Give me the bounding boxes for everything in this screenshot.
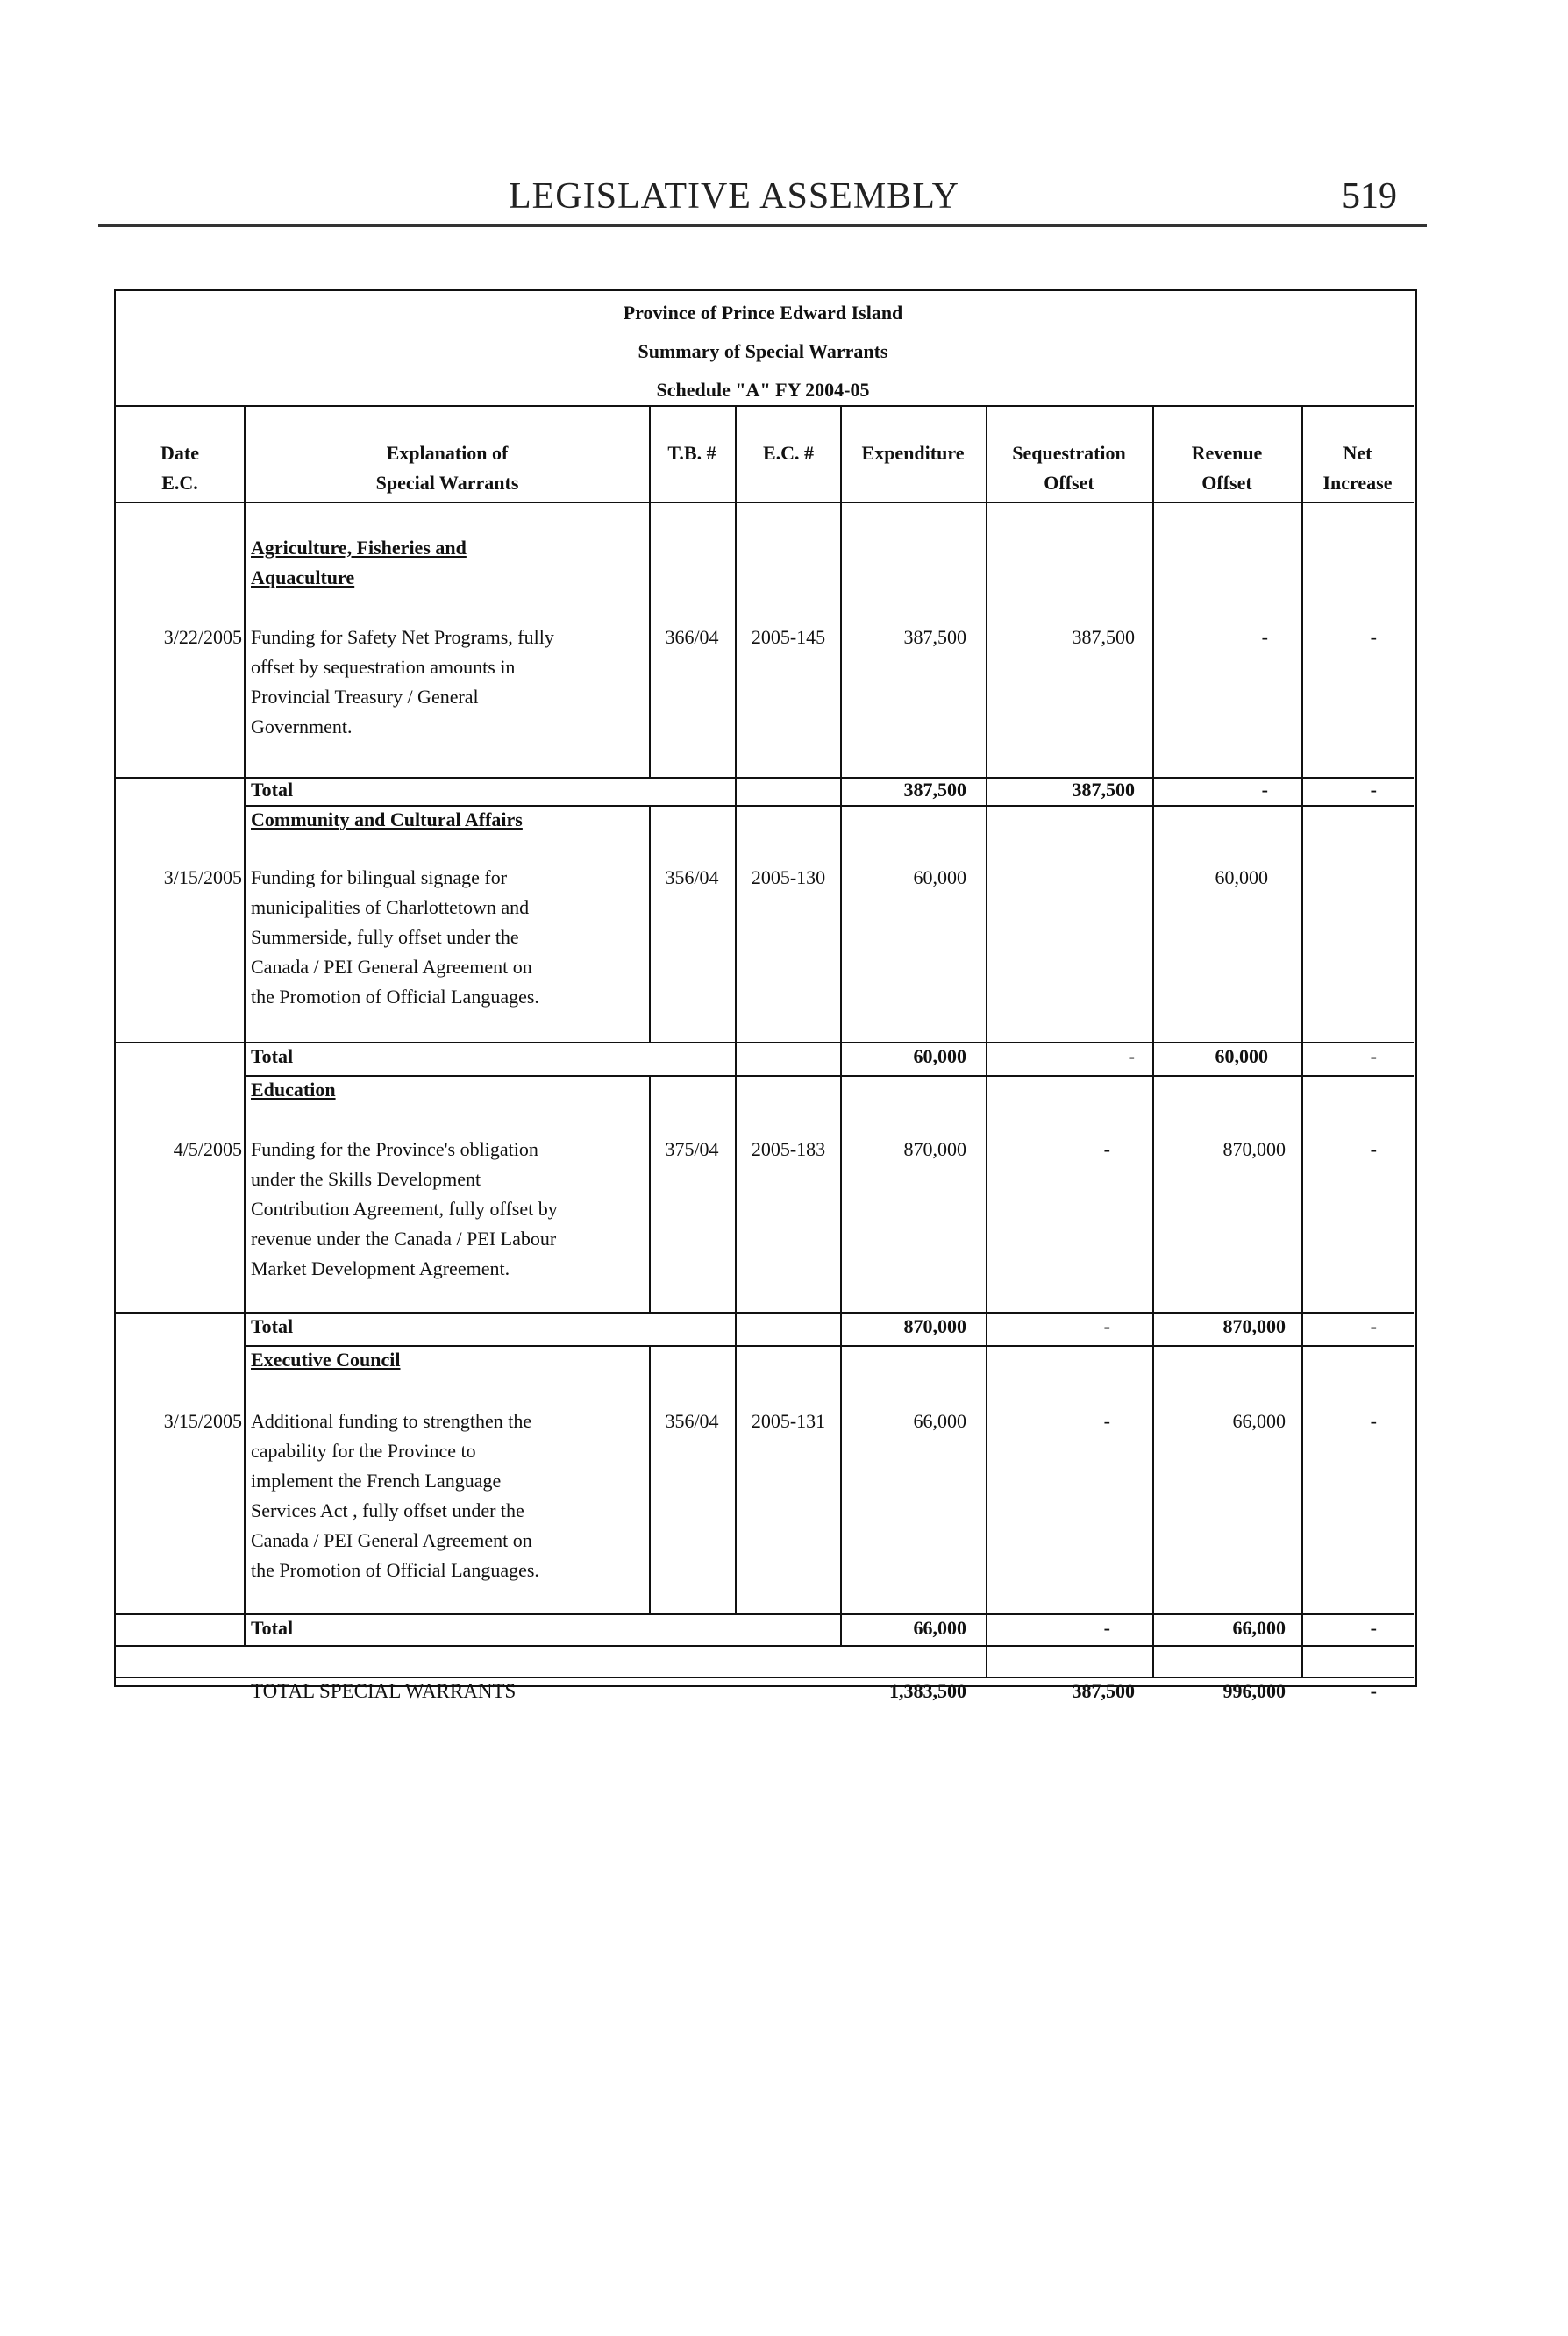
section-heading-executive-council: Executive Council — [251, 1349, 401, 1371]
total-sequestration: - — [1103, 1315, 1110, 1337]
row-expenditure: 870,000 — [903, 1138, 966, 1160]
explanation-line: Additional funding to strengthen the — [251, 1410, 532, 1432]
total-row-bottom — [244, 1345, 1414, 1347]
total-revenue: 66,000 — [1232, 1617, 1286, 1639]
table-title-line-3: Schedule "A" FY 2004-05 — [656, 379, 870, 401]
explanation-line: capability for the Province to — [251, 1440, 476, 1462]
grand-total-net: - — [1370, 1680, 1377, 1702]
col-header-sequestration-1: Sequestration — [1012, 442, 1126, 464]
total-net: - — [1370, 1315, 1377, 1337]
col-header-tb: T.B. # — [667, 442, 716, 464]
explanation-line: Funding for Safety Net Programs, fully — [251, 626, 554, 648]
col-header-explanation-1: Explanation of — [386, 442, 509, 464]
total-net: - — [1370, 779, 1377, 801]
row-revenue: 66,000 — [1232, 1410, 1286, 1432]
total-revenue: - — [1261, 779, 1268, 801]
col-divider-explanation-s3 — [649, 1075, 651, 1312]
explanation-line: Funding for bilingual signage for — [251, 866, 508, 888]
col-header-explanation-2: Special Warrants — [375, 472, 519, 494]
row-net: - — [1370, 626, 1377, 648]
section-heading-community: Community and Cultural Affairs — [251, 808, 523, 830]
col-header-net-1: Net — [1343, 442, 1372, 464]
row-expenditure: 66,000 — [913, 1410, 966, 1432]
total-sequestration: - — [1103, 1617, 1110, 1639]
explanation-line: revenue under the Canada / PEI Labour — [251, 1228, 557, 1250]
grand-total-sequestration: 387,500 — [1072, 1680, 1135, 1702]
row-explanation — [251, 1407, 619, 1585]
row-tb: 356/04 — [665, 866, 719, 888]
col-header-date-2: E.C. — [161, 472, 198, 494]
col-divider-explanation-s2 — [649, 805, 651, 1042]
explanation-line: Provincial Treasury / General — [251, 686, 479, 708]
col-header-revenue-2: Offset — [1201, 472, 1252, 494]
total-sequestration: 387,500 — [1072, 779, 1135, 801]
row-ec: 2005-130 — [751, 866, 826, 888]
row-date: 3/22/2005 — [163, 626, 242, 648]
row-sequestration: - — [1103, 1138, 1110, 1160]
col-divider-explanation — [649, 405, 651, 502]
col-header-date-1: Date — [160, 442, 199, 464]
explanation-line: Services Act , fully offset under the — [251, 1499, 524, 1521]
row-net: - — [1370, 1410, 1377, 1432]
row-revenue: 60,000 — [1215, 866, 1268, 888]
row-net: - — [1370, 1138, 1377, 1160]
total-revenue: 870,000 — [1222, 1315, 1286, 1337]
grand-total-label: TOTAL SPECIAL WARRANTS — [251, 1680, 517, 1702]
total-label: Total — [251, 1617, 294, 1639]
row-date: 3/15/2005 — [163, 1410, 242, 1432]
explanation-line: municipalities of Charlottetown and — [251, 896, 530, 918]
table-title-line-2: Summary of Special Warrants — [638, 340, 888, 362]
total-expenditure: 60,000 — [913, 1045, 966, 1067]
explanation-line: Government. — [251, 716, 353, 737]
explanation-line: Canada / PEI General Agreement on — [251, 1529, 532, 1551]
explanation-line: offset by sequestration amounts in — [251, 656, 516, 678]
total-label: Total — [251, 1045, 294, 1067]
row-ec: 2005-131 — [751, 1410, 826, 1432]
row-date: 3/15/2005 — [163, 866, 242, 888]
col-divider-revenue — [1301, 405, 1303, 1677]
col-divider-expenditure — [986, 405, 987, 1677]
row-explanation — [251, 623, 619, 742]
col-header-net-2: Increase — [1322, 472, 1393, 494]
total-revenue: 60,000 — [1215, 1045, 1268, 1067]
total-expenditure: 870,000 — [903, 1315, 966, 1337]
col-divider-explanation-s4 — [649, 1345, 651, 1613]
row-revenue: 870,000 — [1222, 1138, 1286, 1160]
col-divider-date — [244, 405, 246, 1645]
total-net: - — [1370, 1045, 1377, 1067]
row-ec: 2005-145 — [751, 626, 826, 648]
grand-total-revenue: 996,000 — [1222, 1680, 1286, 1702]
explanation-line: the Promotion of Official Languages. — [251, 1559, 539, 1581]
section-heading-agriculture-1: Agriculture, Fisheries and — [251, 537, 467, 559]
total-sequestration: - — [1128, 1045, 1135, 1067]
row-explanation — [251, 1135, 619, 1284]
total-label: Total — [251, 1315, 294, 1337]
row-tb: 366/04 — [665, 626, 719, 648]
total-net: - — [1370, 1617, 1377, 1639]
row-tb: 356/04 — [665, 1410, 719, 1432]
total-row-bottom — [114, 1645, 1414, 1647]
title-divider — [114, 405, 1414, 407]
explanation-line: implement the French Language — [251, 1470, 502, 1492]
col-header-sequestration-2: Offset — [1044, 472, 1094, 494]
col-divider-sequestration — [1152, 405, 1154, 1677]
row-date: 4/5/2005 — [173, 1138, 242, 1160]
explanation-line: under the Skills Development — [251, 1168, 481, 1190]
section-heading-agriculture-2: Aquaculture — [251, 566, 355, 588]
header-divider — [98, 224, 1427, 227]
row-revenue: - — [1261, 626, 1268, 648]
row-expenditure: 60,000 — [913, 866, 966, 888]
table-title-line-1: Province of Prince Edward Island — [623, 302, 903, 324]
grand-total-expenditure: 1,383,500 — [889, 1680, 966, 1702]
total-expenditure: 66,000 — [913, 1617, 966, 1639]
explanation-line: Funding for the Province's obligation — [251, 1138, 538, 1160]
total-expenditure: 387,500 — [903, 779, 966, 801]
explanation-line: Summerside, fully offset under the — [251, 926, 519, 948]
col-divider-ec — [840, 405, 842, 1645]
row-sequestration: 387,500 — [1072, 626, 1135, 648]
section-heading-education: Education — [251, 1079, 336, 1100]
row-sequestration: - — [1103, 1410, 1110, 1432]
explanation-line: the Promotion of Official Languages. — [251, 986, 539, 1008]
explanation-line: Canada / PEI General Agreement on — [251, 956, 532, 978]
col-header-revenue-1: Revenue — [1191, 442, 1263, 464]
total-label: Total — [251, 779, 294, 801]
row-tb: 375/04 — [665, 1138, 719, 1160]
explanation-line: Contribution Agreement, fully offset by — [251, 1198, 558, 1220]
col-header-expenditure: Expenditure — [861, 442, 965, 464]
col-header-ec: E.C. # — [762, 442, 815, 464]
header-row-divider — [114, 502, 1414, 503]
page-header-title: LEGISLATIVE ASSEMBLY — [509, 176, 959, 217]
row-explanation — [251, 863, 619, 1012]
row-expenditure: 387,500 — [903, 626, 966, 648]
explanation-line: Market Development Agreement. — [251, 1257, 510, 1279]
row-ec: 2005-183 — [751, 1138, 826, 1160]
page-number: 519 — [1342, 176, 1397, 217]
total-row-bottom — [244, 1075, 1414, 1077]
